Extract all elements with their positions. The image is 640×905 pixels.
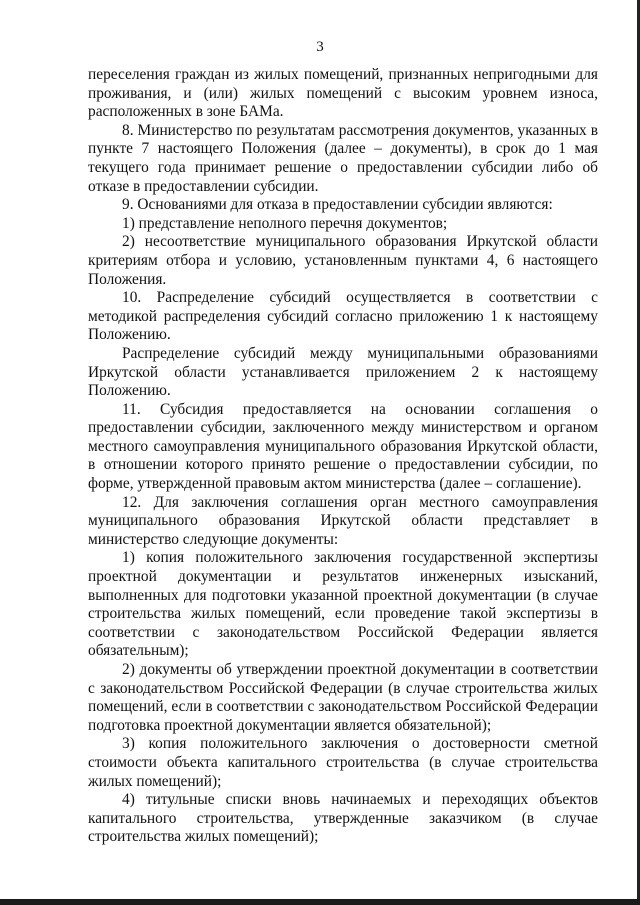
paragraph: 1) представление неполного перечня документов; [122,214,448,232]
paragraph: 10. Распределение субсидий осуществляется в соответствии с методикой распределения субсидий согласно приложению 1 к настоящему Положению. [88,289,598,344]
paragraph: переселения граждан из жилых помещений, признанных непригодными для проживания, и (или) жилых помещений с высоким уровнем износа, расположенных в зоне БАМа. [88,66,598,121]
page-number: 3 [316,39,324,55]
paragraph: 12. Для заключения соглашения орган местного самоуправления муниципального образования Иркутской области представляет в министерство следующие документы: [88,493,598,548]
paragraph: Распределение субсидий между муниципальными образованиями Иркутской области устанавливается приложением 2 к настоящему Положению. [88,344,598,400]
paragraph: 2) документы об утверждении проектной документации в соответствии с законодательством Российской Федерации (в случае строительства жилых помещений, если в соответствии с законодательством Российской Федерации подготовка проектной документации является обязательной); [88,661,598,734]
paragraph: 8. Министерство по результатам рассмотрения документов, указанных в пункте 7 настоящего Положения (далее – документы), в срок до 1 мая текущего года принимает решение о предоставлении субсидии либо об отказе в предоставлении субсидии. [88,121,598,195]
paragraph: 1) копия положительного заключения государственной экспертизы проектной документации и результатов инженерных изысканий, выполненных для подготовки указанной проектной документации (в случае строительства жилых помещений, если проведение такой экспертизы в соответствии с законодательством Российской Федерации является обязательным); [88,549,598,660]
paragraph: 3) копия положительного заключения о достоверности сметной стоимости объекта капитального строительства (в случае строительства жилых помещений); [88,735,598,790]
document-body [88,66,598,847]
paragraph: 9. Основаниями для отказа в предоставлении субсидии являются: [122,196,553,214]
paragraph: 11. Субсидия предоставляется на основании соглашения о предоставлении субсидии, заключенного между министерством и органом местного самоуправления муниципального образования Иркутской области, в отношении которого принято решение о предоставлении субсидии, по форме, утвержденной правовым актом министерства (далее – соглашение). [88,400,598,493]
paragraph: 4) титульные списки вновь начинаемых и переходящих объектов капитального строительства, утвержденные заказчиком (в случае строительства жилых помещений); [88,791,598,846]
paragraph: 2) несоответствие муниципального образования Иркутской области критериям отбора и условию, установленным пунктами 4, 6 настоящего Положения. [88,233,598,288]
scan-edge-bottom [0,899,640,905]
